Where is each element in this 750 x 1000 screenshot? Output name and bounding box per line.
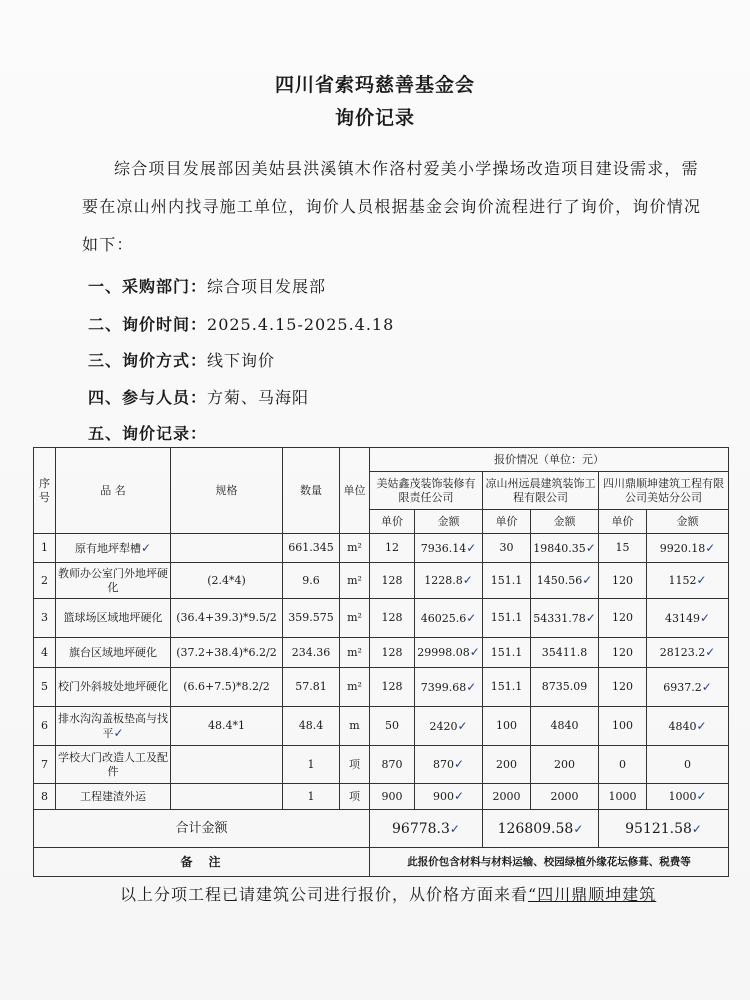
conclusion-underlined: “四川鼎顺坤建筑 [528, 885, 657, 904]
doc-title: 询价记录 [334, 107, 415, 129]
row-price-2: 151.1 [483, 563, 531, 599]
row-qty: 359.575 [283, 599, 340, 638]
row-price-3: 1000 [599, 784, 647, 810]
total-3: 95121.58✓ [599, 810, 729, 848]
row-name: 教师办公室门外地坪硬化 [56, 563, 171, 599]
row-amount-3: 43149✓ [647, 599, 729, 638]
header-no: 序号 [34, 448, 56, 534]
row-amount-2: 1450.56✓ [531, 563, 599, 599]
header-qty: 数量 [283, 448, 340, 534]
row-unit: 项 [340, 746, 370, 784]
row-spec: 48.4*1 [171, 707, 283, 746]
header-name: 品 名 [56, 448, 171, 534]
row-price-1: 128 [370, 563, 415, 599]
row-price-3: 120 [599, 638, 647, 668]
row-qty: 1 [283, 746, 340, 784]
row-spec [171, 534, 283, 563]
row-price-1: 128 [370, 599, 415, 638]
row-price-3: 0 [599, 746, 647, 784]
vendor-1: 美姑鑫茂装饰装修有限责任公司 [370, 472, 483, 510]
checkmark-icon: ✓ [696, 573, 707, 587]
row-name: 旗台区域地坪硬化 [56, 638, 171, 668]
conclusion-line [120, 882, 656, 905]
row-qty: 234.36 [283, 638, 340, 668]
dept-line [88, 274, 326, 297]
header-amount-1: 金额 [415, 510, 483, 534]
row-amount-3: 1152✓ [647, 563, 729, 599]
header-amount-2: 金额 [531, 510, 599, 534]
table-row [34, 599, 729, 638]
row-amount-2: 35411.8 [531, 638, 599, 668]
row-amount-2: 8735.09 [531, 668, 599, 707]
people-label: 四、参与人员： [88, 388, 208, 407]
row-no: 1 [34, 534, 56, 563]
row-amount-3: 4840✓ [647, 707, 729, 746]
dept-value: 综合项目发展部 [207, 277, 327, 296]
row-name: 篮球场区域地坪硬化 [56, 599, 171, 638]
table-row [34, 746, 729, 784]
row-no: 5 [34, 668, 56, 707]
checkmark-icon: ✓ [113, 725, 124, 740]
checkmark-icon: ✓ [705, 540, 716, 555]
record-line [88, 421, 207, 444]
row-spec [171, 746, 283, 784]
table-row [34, 668, 729, 707]
row-amount-2: 19840.35✓ [531, 534, 599, 563]
checkmark-icon: ✓ [696, 789, 707, 803]
method-label: 三、询价方式： [88, 351, 208, 370]
row-price-3: 120 [599, 599, 647, 638]
time-label: 二、询价时间： [88, 315, 208, 334]
row-price-1: 128 [370, 668, 415, 707]
row-spec: (2.4*4) [171, 563, 283, 599]
row-amount-1: 7936.14✓ [415, 534, 483, 563]
row-name: 学校大门改造人工及配件 [56, 746, 171, 784]
row-price-2: 100 [483, 707, 531, 746]
row-unit: m² [340, 668, 370, 707]
row-qty: 661.345 [283, 534, 340, 563]
method-value: 线下询价 [207, 351, 276, 370]
header-spec: 规格 [171, 448, 283, 534]
remark-row [34, 848, 729, 877]
checkmark-icon: ✓ [140, 540, 152, 555]
remark-label: 备 注 [34, 848, 370, 877]
org-title: 四川省索玛慈善基金会 [274, 74, 475, 96]
conclusion-text: 以上分项工程已请建筑公司进行报价，从价格方面来看 [120, 885, 529, 904]
checkmark-icon: ✓ [466, 610, 477, 625]
total-1: 96778.3✓ [370, 810, 483, 848]
quote-table [33, 447, 729, 877]
row-no: 8 [34, 784, 56, 810]
header-amount-3: 金额 [647, 510, 729, 534]
row-spec: (37.2+38.4)*6.2/2 [171, 638, 283, 668]
row-amount-3: 0 [647, 746, 729, 784]
vendor-2: 凉山州远晨建筑装饰工程有限公司 [483, 472, 599, 510]
row-name: 排水沟沟盖板垫高与找平✓ [56, 707, 171, 746]
row-price-1: 128 [370, 638, 415, 668]
checkmark-icon: ✓ [457, 718, 468, 733]
checkmark-icon: ✓ [573, 821, 584, 836]
row-amount-2: 2000 [531, 784, 599, 810]
header-price-1: 单价 [370, 510, 415, 534]
row-name: 校门外斜坡处地坪硬化 [56, 668, 171, 707]
row-no: 4 [34, 638, 56, 668]
row-qty: 57.81 [283, 668, 340, 707]
row-no: 6 [34, 707, 56, 746]
row-no: 3 [34, 599, 56, 638]
total-row [34, 810, 729, 848]
row-qty: 9.6 [283, 563, 340, 599]
row-price-2: 2000 [483, 784, 531, 810]
dept-label: 一、采购部门： [88, 277, 208, 296]
checkmark-icon: ✓ [469, 645, 480, 659]
checkmark-icon: ✓ [453, 757, 465, 771]
row-amount-1: 900✓ [415, 784, 483, 810]
row-spec: (6.6+7.5)*8.2/2 [171, 668, 283, 707]
row-amount-2: 54331.78✓ [531, 599, 599, 638]
row-unit: m² [340, 599, 370, 638]
checkmark-icon: ✓ [466, 679, 477, 694]
row-price-2: 151.1 [483, 599, 531, 638]
checkmark-icon: ✓ [453, 789, 465, 803]
checkmark-icon: ✓ [585, 540, 596, 555]
row-price-3: 120 [599, 668, 647, 707]
row-price-2: 200 [483, 746, 531, 784]
table-row [34, 563, 729, 599]
row-amount-2: 200 [531, 746, 599, 784]
intro-paragraph: 综合项目发展部因美姑县洪溪镇木作洛村爱美小学操场改造项目建设需求，需要在凉山州内找寻施工单位，询价人员根据基金会询价流程进行了询价，询价情况如下： [82, 159, 702, 254]
row-unit: m² [340, 534, 370, 563]
checkmark-icon: ✓ [691, 821, 702, 836]
row-amount-3: 9920.18✓ [647, 534, 729, 563]
row-amount-3: 6937.2✓ [647, 668, 729, 707]
row-amount-1: 7399.68✓ [415, 668, 483, 707]
remark-text: 此报价包含材料与材料运输、校园绿植外缘花坛修葺、税费等 [370, 848, 729, 877]
row-price-1: 900 [370, 784, 415, 810]
row-amount-1: 870✓ [415, 746, 483, 784]
time-line [88, 312, 394, 335]
row-price-1: 50 [370, 707, 415, 746]
row-amount-3: 28123.2✓ [647, 638, 729, 668]
row-unit: 项 [340, 784, 370, 810]
row-amount-1: 2420✓ [415, 707, 483, 746]
row-amount-1: 29998.08✓ [415, 638, 483, 668]
row-price-3: 120 [599, 563, 647, 599]
row-qty: 1 [283, 784, 340, 810]
total-label: 合计金额 [34, 810, 370, 848]
checkmark-icon: ✓ [696, 718, 707, 733]
header-price-2: 单价 [483, 510, 531, 534]
record-label: 五、询价记录： [88, 424, 208, 443]
checkmark-icon: ✓ [701, 679, 712, 694]
row-unit: m [340, 707, 370, 746]
row-spec: (36.4+39.3)*9.5/2 [171, 599, 283, 638]
row-price-2: 151.1 [483, 638, 531, 668]
row-price-2: 30 [483, 534, 531, 563]
checkmark-icon: ✓ [585, 610, 596, 625]
row-spec [171, 784, 283, 810]
row-amount-1: 46025.6✓ [415, 599, 483, 638]
row-price-1: 870 [370, 746, 415, 784]
row-amount-2: 4840 [531, 707, 599, 746]
row-amount-1: 1228.8✓ [415, 563, 483, 599]
checkmark-icon: ✓ [700, 610, 711, 625]
method-line [88, 348, 275, 371]
checkmark-icon: ✓ [449, 821, 460, 836]
checkmark-icon: ✓ [582, 573, 593, 587]
header-price-3: 单价 [599, 510, 647, 534]
time-value: 2025.4.15-2025.4.18 [207, 315, 395, 334]
row-no: 2 [34, 563, 56, 599]
header-quote: 报价情况（单位：元） [370, 448, 729, 472]
table-row [34, 534, 729, 563]
total-2: 126809.58✓ [483, 810, 599, 848]
row-unit: m² [340, 563, 370, 599]
row-name: 原有地坪犁槽✓ [56, 534, 171, 563]
row-price-3: 100 [599, 707, 647, 746]
checkmark-icon: ✓ [466, 540, 477, 555]
people-line [88, 385, 309, 408]
table-row [34, 638, 729, 668]
vendor-3: 四川鼎顺坤建筑工程有限公司美姑分公司 [599, 472, 729, 510]
people-value: 方菊、马海阳 [207, 388, 310, 407]
row-price-2: 151.1 [483, 668, 531, 707]
row-amount-3: 1000✓ [647, 784, 729, 810]
row-unit: m² [340, 638, 370, 668]
row-no: 7 [34, 746, 56, 784]
row-price-3: 15 [599, 534, 647, 563]
checkmark-icon: ✓ [705, 645, 716, 659]
row-price-1: 12 [370, 534, 415, 563]
checkmark-icon: ✓ [462, 573, 473, 587]
row-qty: 48.4 [283, 707, 340, 746]
header-unit: 单位 [340, 448, 370, 534]
table-row [34, 784, 729, 810]
row-name: 工程建渣外运 [56, 784, 171, 810]
table-row [34, 707, 729, 746]
